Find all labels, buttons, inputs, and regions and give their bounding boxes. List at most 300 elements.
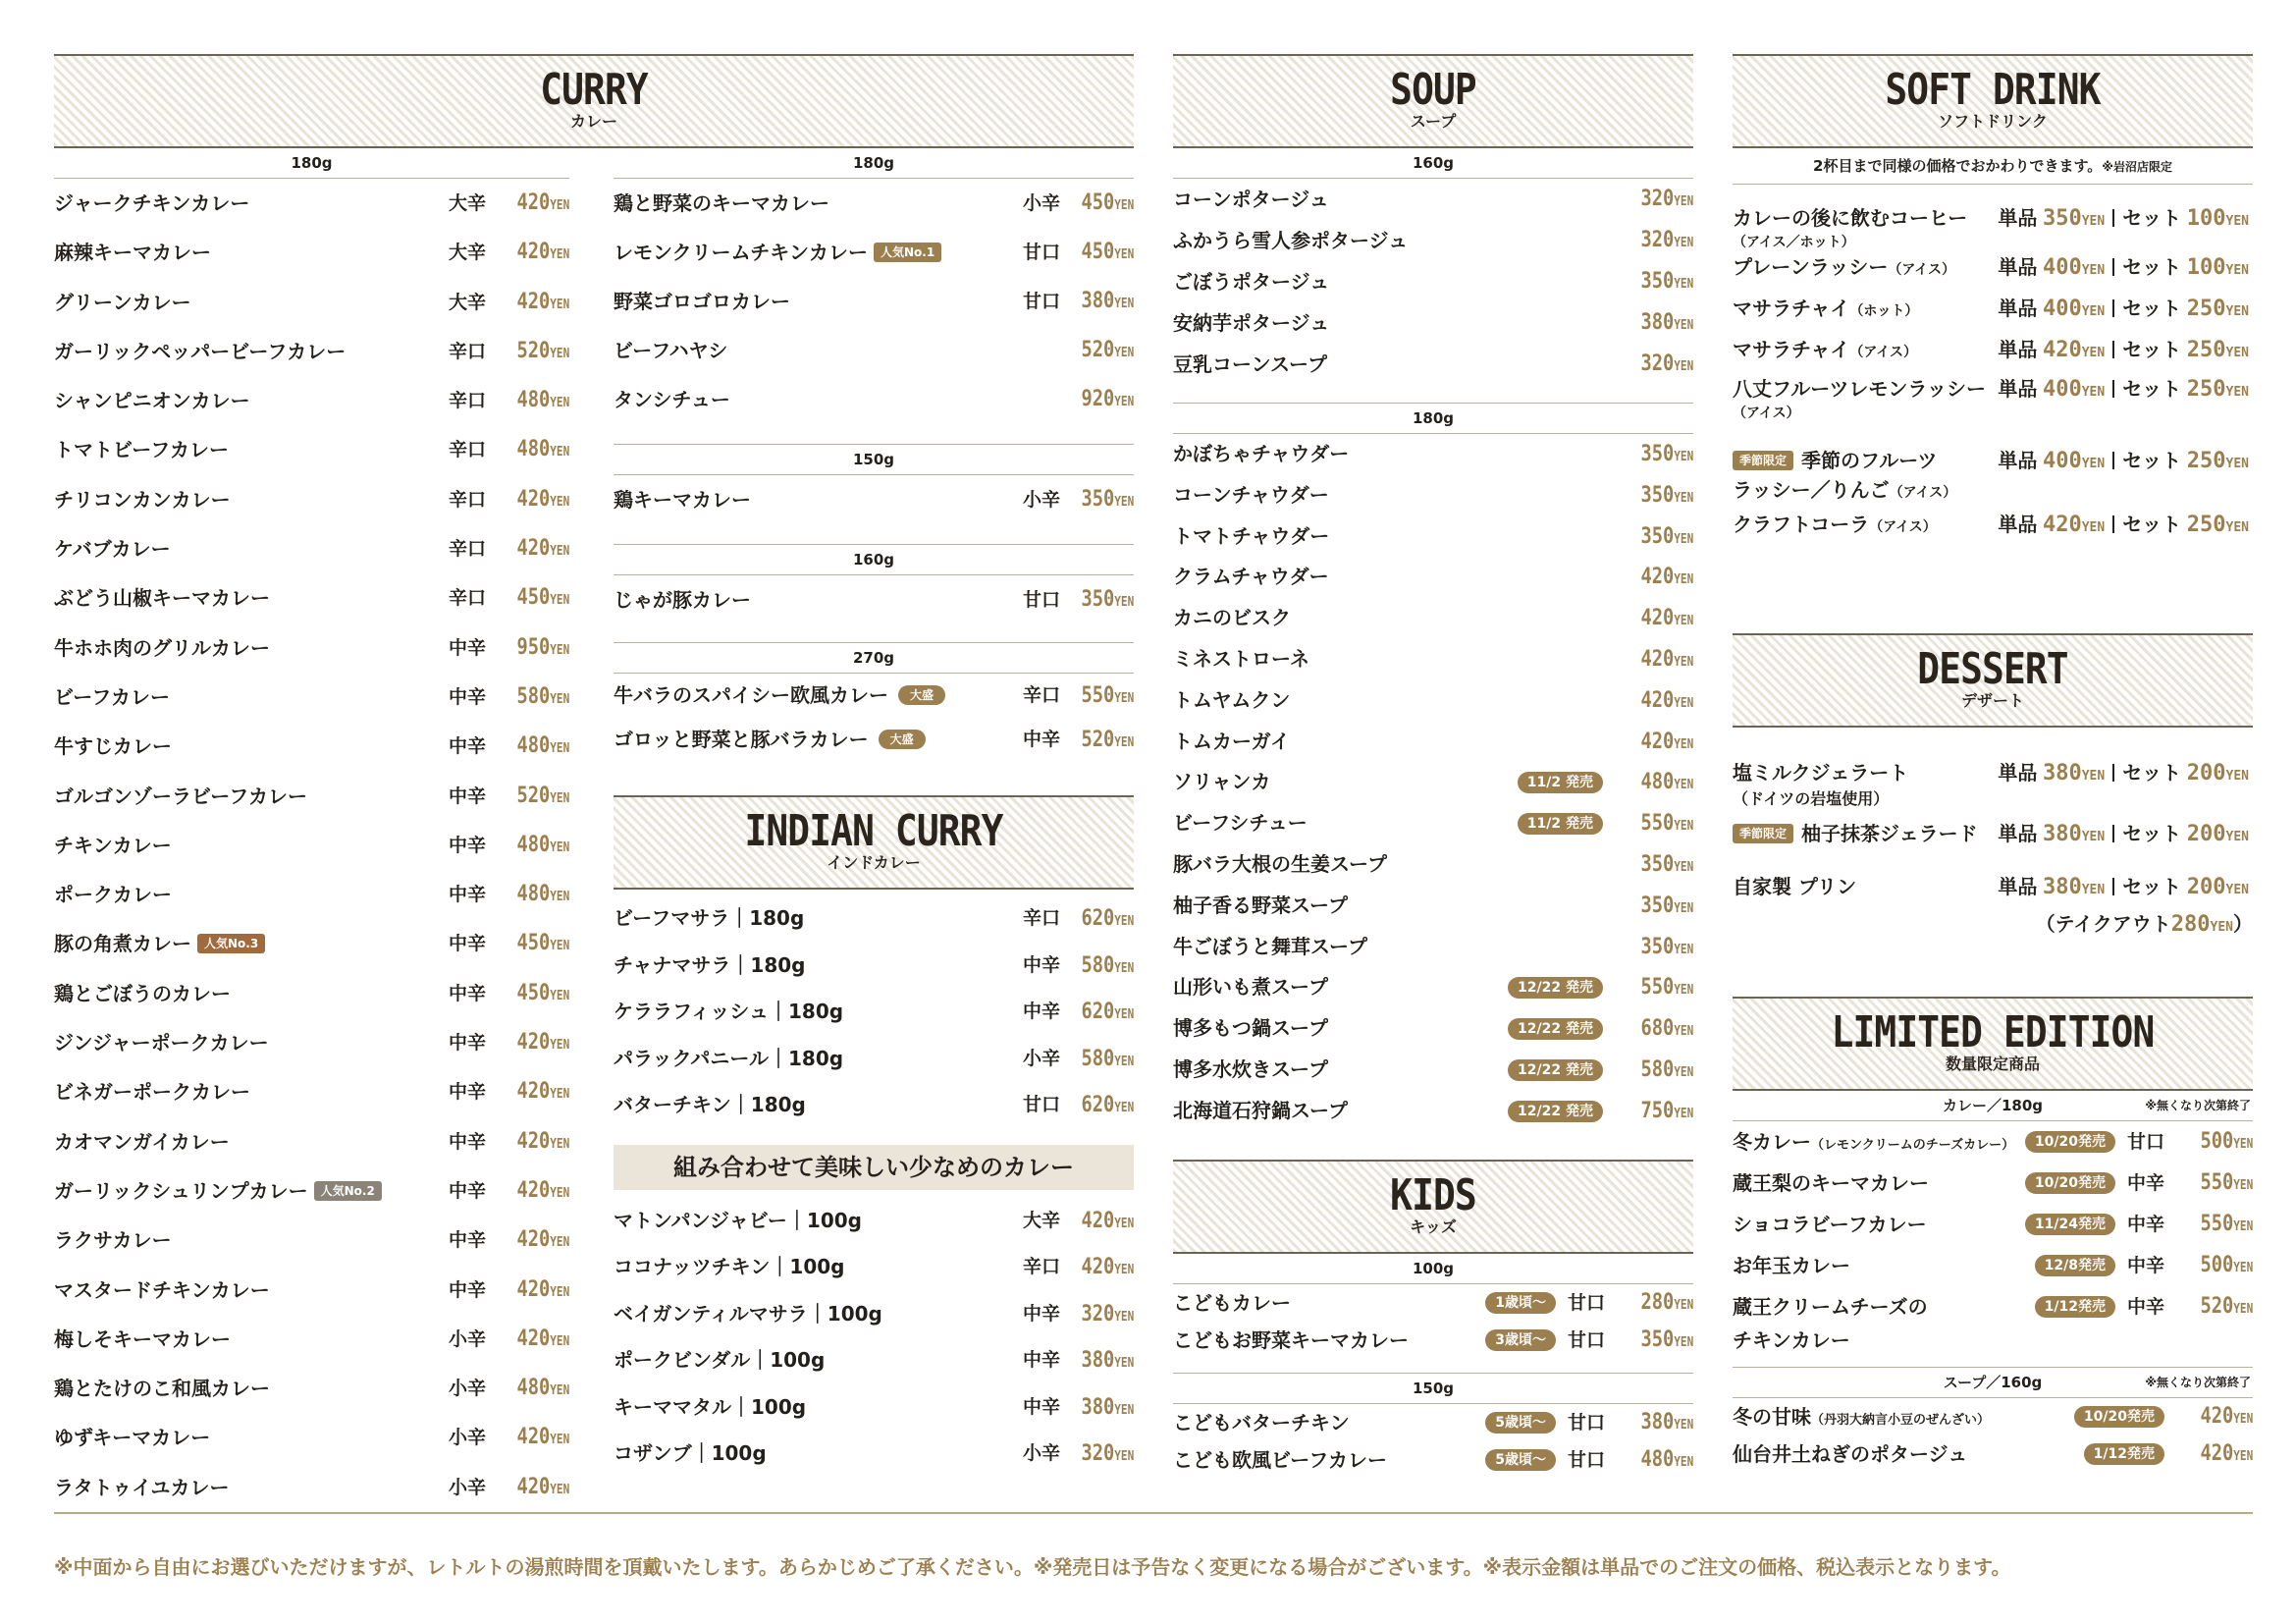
drink-item <box>1733 509 2253 538</box>
menu-item <box>1173 1008 1693 1050</box>
yen-suffix: YEN <box>1114 1309 1134 1325</box>
menu-item <box>614 989 1134 1036</box>
item-price: 480YEN <box>1640 1446 1693 1472</box>
price-pair <box>1998 757 2249 785</box>
item-price: 420YEN <box>516 1425 569 1450</box>
spice-level: 甘口 <box>1567 1291 1605 1314</box>
spice-level: 中辛 <box>2126 1172 2164 1194</box>
spice-level: 中辛 <box>448 785 486 807</box>
yen-suffix: YEN <box>1114 495 1134 510</box>
item-name: ゴロッと野菜と豚バラカレー 大盛 <box>614 718 926 762</box>
yen-suffix: YEN <box>1114 1356 1134 1371</box>
indian-title: INDIAN CURRY <box>744 806 1003 856</box>
spice-level: 中辛 <box>448 834 486 856</box>
item-name: タンシチュー <box>614 388 730 411</box>
yen-suffix: YEN <box>2081 520 2106 535</box>
item-name: マトンパンジャビー｜100g <box>614 1208 862 1232</box>
menu-item <box>1173 598 1693 639</box>
item-price: 420YEN <box>516 240 569 265</box>
dessert-item <box>1733 757 2253 808</box>
item-name: トムカーガイ <box>1173 729 1290 753</box>
menu-item <box>54 870 569 919</box>
release-badge: 1/12発売 <box>2084 1443 2164 1465</box>
item-price: 420YEN <box>516 1079 569 1105</box>
item-price: 400YEN <box>2042 377 2106 402</box>
spice-level: 大辛 <box>1022 1209 1060 1231</box>
single-label: 単品 <box>1998 377 2038 401</box>
curry-160-items <box>614 575 1134 624</box>
yen-suffix: YEN <box>1674 778 1693 793</box>
item-price: 520YEN <box>1081 728 1134 752</box>
menu-item <box>614 1431 1134 1478</box>
spice-level: 大辛 <box>448 242 486 264</box>
menu-item <box>1173 1322 1693 1359</box>
menu-item <box>54 623 569 673</box>
spice-level: 甘口 <box>1022 1094 1060 1115</box>
menu-item <box>614 277 1134 326</box>
kids-150-items <box>1173 1404 1693 1479</box>
price-divider <box>2112 341 2114 358</box>
item-price: 350YEN <box>1640 442 1693 466</box>
set-label: セット <box>2122 255 2182 279</box>
limited-soup-header: スープ／160g ※無くなり次第終了 <box>1733 1367 2253 1398</box>
price-pair <box>1998 871 2249 899</box>
item-price: 320YEN <box>1640 352 1693 376</box>
menu-item <box>54 1364 569 1413</box>
item-price: 420YEN <box>516 289 569 314</box>
item-tag: （アイス） <box>1888 262 1956 278</box>
limited-title: LIMITED EDITION <box>1831 1007 2155 1057</box>
menu-item <box>54 1463 569 1512</box>
price-divider <box>2112 209 2114 227</box>
spice-level: 中辛 <box>2126 1214 2164 1235</box>
yen-suffix: YEN <box>550 642 569 658</box>
spice-level: 甘口 <box>1567 1411 1605 1434</box>
item-name: ケララフィッシュ｜180g <box>614 1000 844 1023</box>
menu-item <box>1733 1121 2253 1163</box>
yen-suffix: YEN <box>2081 883 2106 897</box>
menu-item <box>1173 220 1693 261</box>
item-name: ガーリックペッパービーフカレー <box>54 339 347 363</box>
item-price: 480YEN <box>516 388 569 413</box>
item-price: 350YEN <box>1640 1326 1693 1352</box>
single-label: 単品 <box>1998 297 2038 320</box>
yen-suffix: YEN <box>2225 830 2249 844</box>
item-name: トムヤムクン <box>1173 687 1291 712</box>
spice-level: 小辛 <box>448 1476 486 1498</box>
item-name: 鶏とごぼうのカレー <box>54 981 231 1005</box>
drink-item <box>1733 293 2253 322</box>
item-tag: （ホット） <box>1849 303 1919 319</box>
item-price: 380YEN <box>2042 822 2106 846</box>
item-name: 豚の角煮カレー 人気No.3 <box>54 919 265 968</box>
item-name: パラックパニール｜180g <box>614 1046 844 1070</box>
limited-banner <box>1733 997 2253 1091</box>
spice-level: 甘口 <box>1567 1328 1605 1351</box>
menu-item <box>54 573 569 623</box>
menu-item <box>1173 434 1693 475</box>
menu-item <box>54 772 569 821</box>
item-name: 麻辣キーマカレー <box>54 241 211 265</box>
item-price: 350YEN <box>1081 487 1134 512</box>
drink-item <box>1733 202 2253 250</box>
item-price: 380YEN <box>2042 761 2106 785</box>
yen-suffix: YEN <box>550 1038 569 1054</box>
drink-subtitle: ソフトドリンク <box>1938 112 2048 131</box>
dessert-banner <box>1733 633 2253 728</box>
yen-suffix: YEN <box>2081 385 2106 400</box>
yen-suffix: YEN <box>2233 1412 2253 1427</box>
item-price: 480YEN <box>516 882 569 907</box>
yen-suffix: YEN <box>550 198 569 213</box>
drink-title: SOFT DRINK <box>1885 65 2101 115</box>
drink-banner <box>1733 54 2253 148</box>
menu-item <box>1733 1435 2253 1473</box>
menu-item <box>54 179 569 228</box>
drink-note: 2杯目まで同様の価格でおかわりできます。※岩沼店限定 <box>1733 148 2253 185</box>
yen-suffix: YEN <box>1674 859 1693 875</box>
yen-suffix: YEN <box>2081 830 2106 844</box>
item-name: ラタトゥイユカレー <box>54 1475 230 1499</box>
item-name: 牛バラのスパイシー欧風カレー 大盛 <box>614 674 945 718</box>
item-price: 250YEN <box>2186 513 2249 537</box>
item-price: 580YEN <box>1081 1046 1134 1071</box>
menu-item <box>1733 1163 2253 1204</box>
age-badge: 3歳頃〜 <box>1485 1329 1556 1351</box>
menu-item <box>614 895 1134 943</box>
menu-item <box>54 969 569 1018</box>
price-divider <box>2112 764 2114 782</box>
menu-item <box>1173 886 1693 927</box>
item-name: 蔵王梨のキーマカレー <box>1733 1171 1929 1195</box>
menu-item <box>614 718 1134 762</box>
item-name: コザンブ｜100g <box>614 1441 767 1465</box>
price-pair <box>1998 202 2249 231</box>
spice-level: 小辛 <box>448 1327 486 1350</box>
item-name: ビネガーポークカレー <box>54 1080 250 1105</box>
item-name: ジンジャーポークカレー <box>54 1031 269 1056</box>
spice-level: 小辛 <box>1022 489 1060 511</box>
spice-level: 辛口 <box>448 488 486 511</box>
item-price: 420YEN <box>1640 646 1693 672</box>
limited-subtitle: 数量限定商品 <box>1945 1055 2040 1073</box>
menu-item <box>1173 680 1693 722</box>
item-name: マサラチャイ（アイス） <box>1733 338 1918 361</box>
item-price: 420YEN <box>2042 338 2106 362</box>
drink-items <box>1733 185 2253 617</box>
item-name: 安納芋ポタージュ <box>1173 311 1330 335</box>
release-badge: 12/22 発売 <box>1508 1059 1603 1081</box>
spice-level: 辛口 <box>448 390 486 412</box>
drink-item <box>1733 251 2253 281</box>
curry-left-list <box>54 148 569 1512</box>
yen-suffix: YEN <box>1114 735 1134 750</box>
kids-banner <box>1173 1160 1693 1254</box>
yen-suffix: YEN <box>550 1185 569 1201</box>
item-name: シャンピニオンカレー <box>54 389 250 413</box>
item-price: 350YEN <box>1640 482 1693 508</box>
item-price: 550YEN <box>2200 1170 2253 1195</box>
item-price: 450YEN <box>1081 240 1134 264</box>
item-name: ショコラビーフカレー <box>1733 1213 1927 1236</box>
release-badge: 12/22 発売 <box>1508 1018 1603 1040</box>
yen-suffix: YEN <box>2225 346 2249 360</box>
yen-suffix: YEN <box>2233 1261 2253 1275</box>
menu-item <box>54 821 569 870</box>
item-name: 野菜ゴロゴロカレー <box>614 290 790 313</box>
curry-right-header: 180g <box>614 148 1134 179</box>
yen-suffix: YEN <box>2225 304 2249 319</box>
item-price: 420YEN <box>1640 687 1693 713</box>
spice-level: 中辛 <box>2126 1255 2164 1276</box>
item-price: 480YEN <box>516 437 569 462</box>
spice-level: 中辛 <box>448 1032 486 1055</box>
yen-suffix: YEN <box>550 494 569 510</box>
menu-item <box>54 425 569 474</box>
soup-160-items <box>1173 179 1693 385</box>
menu-item <box>54 1413 569 1462</box>
item-price: 320YEN <box>1081 1441 1134 1466</box>
spice-level: 辛口 <box>448 439 486 461</box>
item-name: チリコンカンカレー <box>54 487 231 512</box>
spice-level: 辛口 <box>448 538 486 561</box>
curry-270-items <box>614 674 1134 762</box>
item-price: 420YEN <box>516 1128 569 1154</box>
yen-suffix: YEN <box>2233 1219 2253 1234</box>
menu-item <box>614 1082 1134 1129</box>
item-name: ビーフシチュー <box>1173 811 1308 836</box>
yen-suffix: YEN <box>550 297 569 312</box>
menu-item <box>1173 844 1693 886</box>
price-pair <box>1998 334 2249 362</box>
yen-suffix: YEN <box>1114 1007 1134 1022</box>
item-name: コーンポタージュ <box>1173 188 1329 211</box>
yen-suffix: YEN <box>550 691 569 707</box>
yen-suffix: YEN <box>1674 236 1693 250</box>
item-name: ぶどう山椒キーマカレー <box>54 586 270 611</box>
item-price: 200YEN <box>2186 761 2249 785</box>
item-name: じゃが豚カレー <box>614 588 751 612</box>
yen-suffix: YEN <box>550 839 569 855</box>
yen-suffix: YEN <box>550 790 569 806</box>
spice-level: 辛口 <box>1022 907 1060 929</box>
curry-section <box>54 54 1134 148</box>
kids-150-header: 150g <box>1173 1373 1693 1404</box>
spice-level: 大辛 <box>448 291 486 313</box>
item-name: お年玉カレー <box>1733 1254 1850 1277</box>
popularity-badge: 人気No.3 <box>197 934 265 953</box>
item-price: 350YEN <box>1640 934 1693 959</box>
yen-suffix: YEN <box>1114 1449 1134 1464</box>
menu-item <box>614 1036 1134 1083</box>
single-label: 単品 <box>1998 513 2038 536</box>
item-price: 400YEN <box>2042 297 2106 321</box>
item-price: 380YEN <box>1640 310 1693 335</box>
yen-suffix: YEN <box>1674 572 1693 588</box>
item-price: 380YEN <box>1081 289 1134 313</box>
spice-level: 中辛 <box>448 982 486 1004</box>
size-badge: 大盛 <box>898 685 945 705</box>
spice-level: 甘口 <box>2126 1131 2164 1153</box>
price-pair <box>1998 373 2249 402</box>
curry-160-header: 160g <box>614 544 1134 575</box>
menu-item <box>614 1244 1134 1291</box>
popularity-badge: 人気No.2 <box>314 1181 382 1201</box>
limited-section <box>1733 997 2253 1473</box>
menu-item <box>614 943 1134 990</box>
yen-suffix: YEN <box>1114 595 1134 610</box>
spice-level: 小辛 <box>448 1378 486 1400</box>
item-name: ゆずキーマカレー <box>54 1426 211 1450</box>
spice-level: 中辛 <box>448 636 486 659</box>
item-name: チャナマサラ｜180g <box>614 952 806 977</box>
yen-suffix: YEN <box>1114 914 1134 929</box>
item-subtext: （アイス） <box>1733 406 1800 421</box>
menu-item <box>54 1067 569 1116</box>
soup-section <box>1173 54 1693 1479</box>
set-label: セット <box>2122 206 2182 230</box>
item-name: ガーリックシュリンプカレー 人気No.2 <box>54 1166 382 1216</box>
item-price: 550YEN <box>1640 811 1693 837</box>
item-name: 季節限定 柚子抹茶ジェラード <box>1733 818 1978 846</box>
price-divider <box>2112 825 2114 842</box>
item-price: 250YEN <box>2186 377 2249 402</box>
yen-suffix: YEN <box>1674 900 1693 916</box>
item-price: 750YEN <box>1640 1098 1693 1123</box>
single-label: 単品 <box>1998 338 2038 361</box>
curry-right-list <box>614 148 1134 1478</box>
release-badge: 10/20発売 <box>2025 1172 2115 1194</box>
set-label: セット <box>2122 377 2182 401</box>
release-badge: 12/8発売 <box>2035 1255 2115 1276</box>
release-badge: 12/22 発売 <box>1508 977 1603 999</box>
menu-item <box>1173 639 1693 680</box>
yen-suffix: YEN <box>1114 1101 1134 1115</box>
item-price: 320YEN <box>1640 228 1693 252</box>
item-name: トマトビーフカレー <box>54 438 229 462</box>
kids-100-header: 100g <box>1173 1254 1693 1284</box>
yen-suffix: YEN <box>2210 920 2233 935</box>
item-price: 550YEN <box>2200 1212 2253 1236</box>
set-label: セット <box>2122 822 2182 845</box>
price-pair <box>1998 251 2249 280</box>
menu-item <box>54 1216 569 1265</box>
item-price: 420YEN <box>516 1276 569 1302</box>
spice-level: 甘口 <box>1567 1448 1605 1471</box>
item-name: 自家製 プリン <box>1733 875 1857 898</box>
dessert-items <box>1733 728 2253 983</box>
item-price: 420YEN <box>1640 606 1693 631</box>
seasonal-badge: 季節限定 <box>1733 451 1793 470</box>
yen-suffix: YEN <box>1674 614 1693 629</box>
item-price: 350YEN <box>1640 269 1693 294</box>
menu-item <box>54 327 569 376</box>
yen-suffix: YEN <box>1114 960 1134 976</box>
yen-suffix: YEN <box>550 1433 569 1448</box>
menu-item <box>54 475 569 524</box>
menu-item <box>614 1198 1134 1245</box>
item-price: 550YEN <box>1081 683 1134 708</box>
yen-suffix: YEN <box>550 1333 569 1349</box>
yen-suffix: YEN <box>1114 1054 1134 1069</box>
menu-item <box>614 228 1134 277</box>
item-price: 250YEN <box>2186 449 2249 473</box>
spice-level: 中辛 <box>448 1130 486 1153</box>
single-label: 単品 <box>1998 875 2038 898</box>
item-price: 580YEN <box>1640 1056 1693 1082</box>
item-name: ココナッツチキン｜100g <box>614 1255 845 1278</box>
item-price: 950YEN <box>516 634 569 660</box>
spice-level: 大辛 <box>448 192 486 214</box>
item-name: 季節限定 季節のフルーツ <box>1733 445 1937 473</box>
yen-suffix: YEN <box>1114 1263 1134 1277</box>
yen-suffix: YEN <box>1114 297 1134 311</box>
curry-150-items <box>614 475 1134 524</box>
price-divider <box>2112 878 2114 895</box>
item-name: ビーフカレー <box>54 684 170 709</box>
drink-item <box>1733 334 2253 363</box>
menu-item <box>1173 803 1693 844</box>
menu-item <box>1173 967 1693 1008</box>
item-price: 350YEN <box>1640 851 1693 877</box>
item-price: 380YEN <box>2042 875 2106 899</box>
item-name: 鶏とたけのこ和風カレー <box>54 1377 270 1401</box>
item-name: ベイガンティルマサラ｜100g <box>614 1301 882 1326</box>
item-name: ビーフハヤシ <box>614 339 728 362</box>
item-name: ジャークチキンカレー <box>54 191 250 215</box>
item-name: チキンカレー <box>54 833 172 857</box>
yen-suffix: YEN <box>1114 395 1134 409</box>
curry-left-header: 180g <box>54 148 569 179</box>
spice-level: 甘口 <box>1022 291 1060 312</box>
size-badge: 大盛 <box>879 730 926 749</box>
item-subtext: （アイス／ホット） <box>1733 235 1855 250</box>
item-name: 牛ホホ肉のグリルカレー <box>54 635 270 660</box>
spice-level: 小辛 <box>1022 192 1060 214</box>
set-label: セット <box>2122 449 2182 472</box>
price-pair <box>1998 818 2249 846</box>
popularity-badge: 人気No.1 <box>874 243 941 262</box>
item-name: ビーフマサラ｜180g <box>614 906 805 930</box>
item-price: 420YEN <box>516 1177 569 1203</box>
set-label: セット <box>2122 761 2182 785</box>
item-name: 塩ミルクジェラート <box>1733 761 1909 785</box>
combo-title: 組み合わせて美味しい少なめのカレー <box>614 1145 1134 1190</box>
item-price: 500YEN <box>2200 1129 2253 1154</box>
item-price: 380YEN <box>1640 1409 1693 1435</box>
item-name: 山形いも煮スープ <box>1173 975 1328 1000</box>
yen-suffix: YEN <box>2081 214 2106 229</box>
soup-180-header: 180g <box>1173 403 1693 434</box>
item-price: 450YEN <box>516 980 569 1005</box>
footer-divider <box>54 1512 2253 1514</box>
spice-level: 中辛 <box>448 884 486 906</box>
yen-suffix: YEN <box>550 544 569 560</box>
menu-item <box>1173 722 1693 763</box>
item-price: 620YEN <box>1081 1000 1134 1024</box>
item-price: 420YEN <box>516 1227 569 1253</box>
yen-suffix: YEN <box>1114 198 1134 213</box>
item-name: 北海道石狩鍋スープ <box>1173 1098 1348 1122</box>
item-price: 520YEN <box>516 338 569 363</box>
menu-item <box>1173 179 1693 220</box>
yen-suffix: YEN <box>550 890 569 905</box>
item-price: 580YEN <box>516 683 569 709</box>
dessert-item <box>1733 818 2253 847</box>
yen-suffix: YEN <box>1114 691 1134 706</box>
menu-item <box>1173 344 1693 385</box>
indian-items <box>614 895 1134 1129</box>
